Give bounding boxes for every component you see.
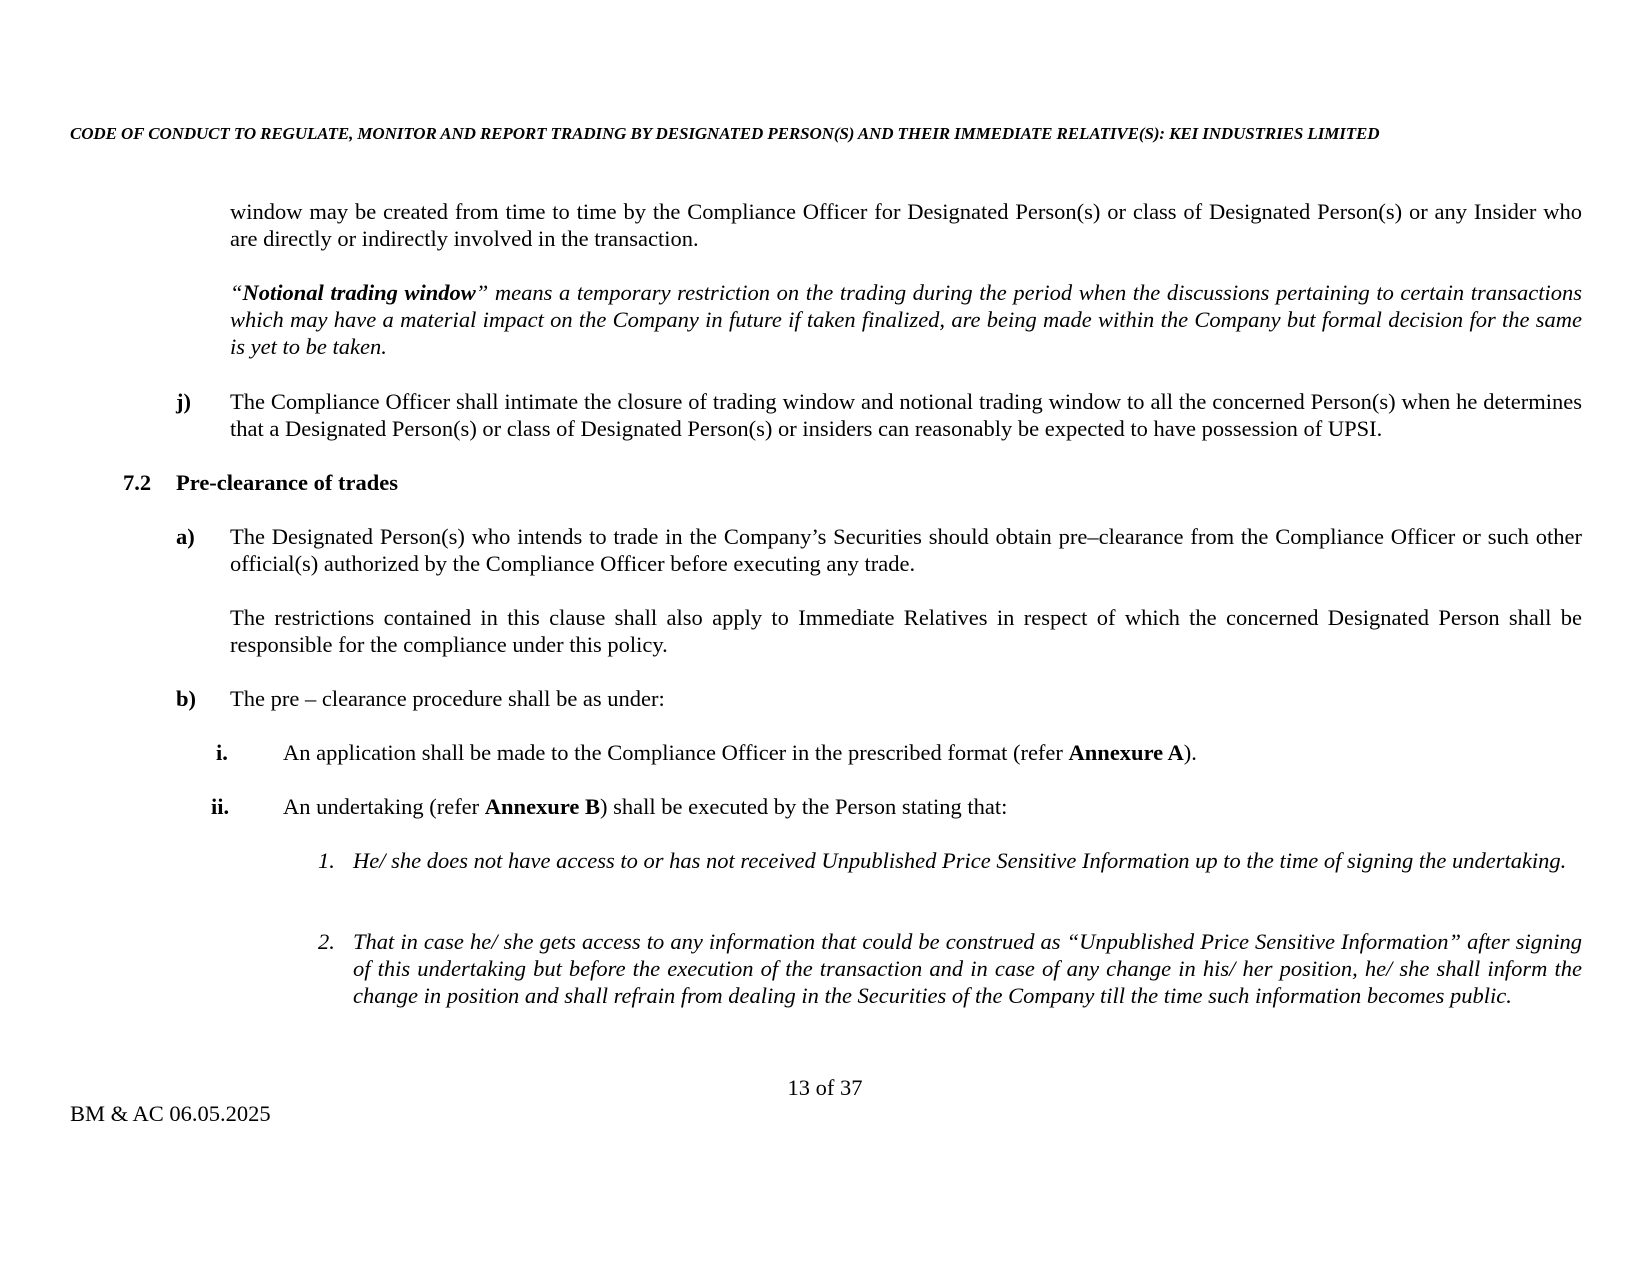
point-1-label: 1.	[318, 848, 335, 873]
section-title: Pre-clearance of trades	[176, 470, 398, 495]
document-header: CODE OF CONDUCT TO REGULATE, MONITOR AND REPORT TRADING BY DESIGNATED PERSON(S) AND THEIR IMMEDIATE RELATIVE(S): KEI INDUSTRIES LIMITED	[70, 124, 1380, 143]
annexure-b-reference: Annexure B	[484, 794, 601, 819]
item-a-label: a)	[176, 524, 195, 549]
item-j-text: The Compliance Officer shall intimate the closure of trading window and notional trading window to all the concerned Person(s) when he determines that a Designated Person(s) or class of Designated Person(s) or insiders can reasonably be expected to have possession of UPSI.	[230, 389, 1582, 441]
point-2-label: 2.	[318, 929, 335, 954]
item-a-text: The Designated Person(s) who intends to trade in the Company’s Securities should obtain pre–clearance from the Compliance Officer or such other official(s) authorized by the Compliance Officer before executing any trade.	[230, 524, 1582, 576]
page-number: 13 of 37	[787, 1075, 863, 1100]
sub-item-ii-text-end: ) shall be executed by the Person stating that:	[600, 794, 1008, 819]
point-2-text: That in case he/ she gets access to any information that could be construed as “Unpublished Price Sensitive Information” after signing of this undertaking but before the execution of the transaction and in case of any change in his/ her position, he/ she shall inform the change in position and shall refrain from dealing in the Securities of the Company till the time such information becomes public.	[353, 929, 1582, 1008]
sub-item-i-label: i.	[216, 740, 228, 765]
open-quote: “	[230, 280, 243, 305]
sub-item-ii-text-start: An undertaking (refer	[283, 794, 485, 819]
item-j-label: j)	[176, 389, 191, 414]
sub-item-i-text-start: An application shall be made to the Compliance Officer in the prescribed format (refer	[283, 740, 1069, 765]
sub-item-i-text	[283, 739, 1582, 766]
item-a-restrictions-text: The restrictions contained in this clause shall also apply to Immediate Relatives in respect of which the concerned Designated Person shall be responsible for the compliance under this policy.	[230, 605, 1582, 657]
item-b-text: The pre – clearance procedure shall be as under:	[230, 686, 665, 711]
point-1-text: He/ she does not have access to or has not received Unpublished Price Sensitive Information up to the time of signing the undertaking.	[353, 848, 1567, 873]
section-number: 7.2	[123, 470, 152, 495]
sub-item-ii-label: ii.	[211, 794, 230, 819]
sub-item-ii-text	[283, 793, 1582, 820]
defined-term: Notional trading window	[242, 280, 476, 305]
continuation-paragraph: window may be created from time to time by the Compliance Officer for Designated Person(s) or class of Designated Person(s) or any Insider who are directly or indirectly involved in the transaction.	[230, 199, 1582, 251]
sub-item-i-text-end: ).	[1183, 740, 1197, 765]
notional-trading-window-definition	[230, 279, 1582, 360]
annexure-a-reference: Annexure A	[1068, 740, 1184, 765]
item-b-label: b)	[176, 686, 197, 711]
footer-reference: BM & AC 06.05.2025	[70, 1101, 271, 1126]
definition-text: ” means a temporary restriction on the trading during the period when the discussions pertaining to certain transactions which may have a material impact on the Company in future if taken finalized, are being made within the Company but formal decision for the same is yet to be taken.	[230, 280, 1582, 359]
